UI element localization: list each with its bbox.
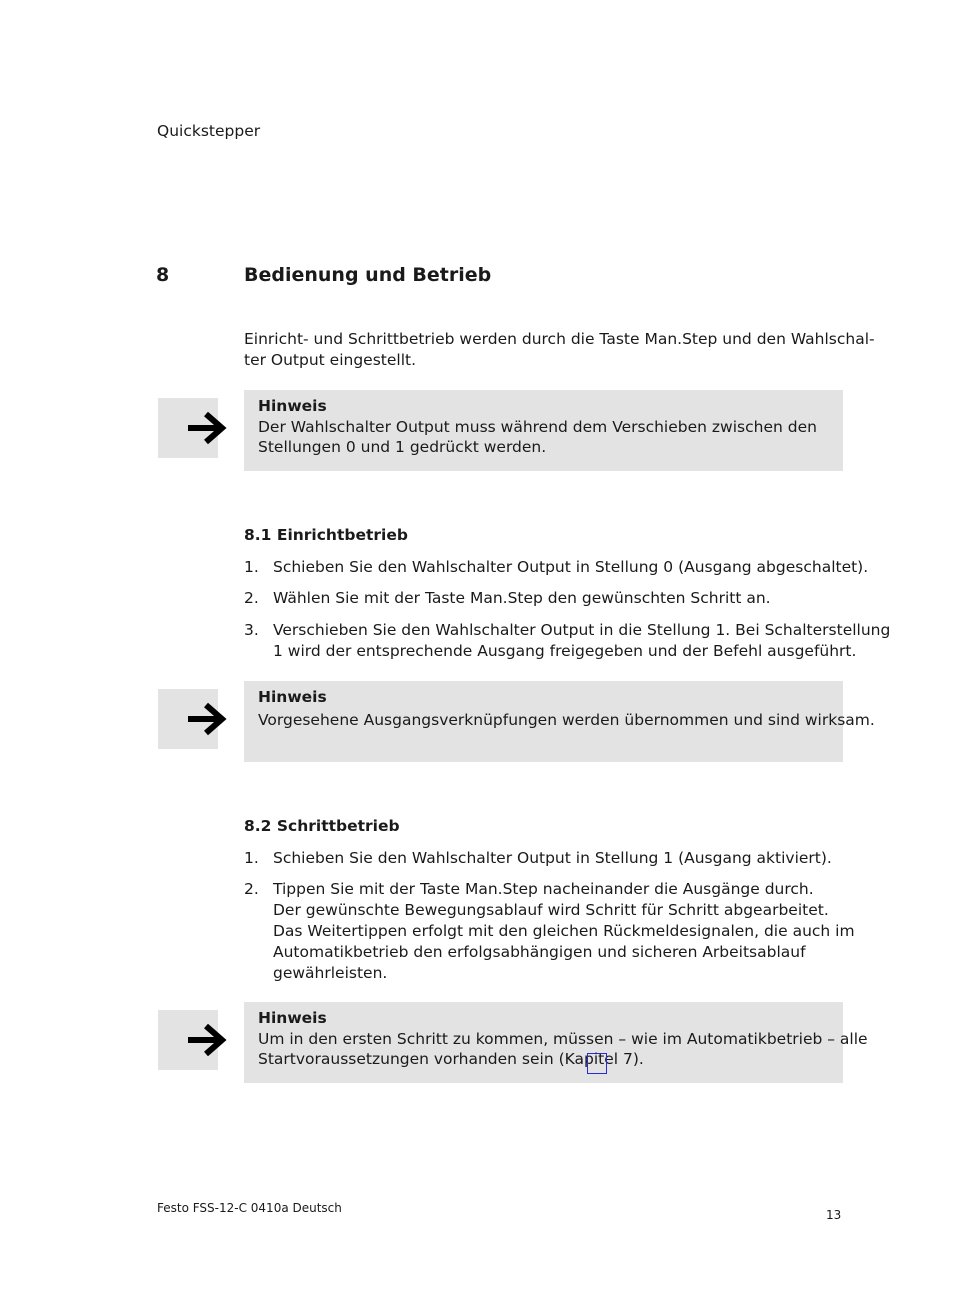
list-text: Schieben Sie den Wahlschalter Output in Stellung 0 (Ausgang abgeschaltet).: [273, 558, 869, 576]
note-title: Hinweis: [258, 688, 327, 706]
note-box: [244, 1002, 868, 1083]
list-number: 2.: [244, 589, 259, 607]
running-header: Quickstepper: [157, 122, 261, 140]
chapter-number: 8: [156, 264, 170, 286]
note-box: [244, 681, 875, 762]
list-text: gewährleisten.: [273, 964, 388, 982]
arrow-right-icon: [186, 702, 228, 736]
footer-document-id: Festo FSS-12-C 0410a Deutsch: [157, 1201, 342, 1215]
list-number: 1.: [244, 558, 259, 576]
note-text: Um in den ersten Schritt zu kommen, müssen – wie im Automatikbetrieb – alle: [258, 1029, 868, 1048]
list-text: Der gewünschte Bewegungsablauf wird Schritt für Schritt abgearbeitet.: [273, 901, 829, 919]
list-text: Tippen Sie mit der Taste Man.Step nacheinander die Ausgänge durch.: [273, 880, 814, 898]
note-box: [244, 390, 843, 471]
list-number: 1.: [244, 849, 259, 867]
note-arrow-box: [158, 1010, 218, 1070]
note-arrow-box: [158, 689, 218, 749]
note-text: Startvoraussetzungen vorhanden sein (Kapitel 7).: [258, 1050, 644, 1068]
section-heading: 8.1 Einrichtbetrieb: [244, 526, 408, 544]
list-text: Schieben Sie den Wahlschalter Output in Stellung 1 (Ausgang aktiviert).: [273, 849, 832, 867]
intro-line: Einricht- und Schrittbetrieb werden durch die Taste Man.Step und den Wahlschal-: [244, 330, 875, 348]
arrow-right-icon: [186, 1023, 228, 1057]
list-number: 2.: [244, 880, 259, 898]
chapter-reference-link[interactable]: [587, 1053, 607, 1074]
chapter-title: Bedienung und Betrieb: [244, 264, 492, 286]
list-text: Automatikbetrieb den erfolgsabhängigen und sicheren Arbeitsablauf: [273, 943, 806, 961]
note-text: Stellungen 0 und 1 gedrückt werden.: [258, 438, 547, 456]
list-text: Wählen Sie mit der Taste Man.Step den gewünschten Schritt an.: [273, 589, 771, 607]
list-text: Verschieben Sie den Wahlschalter Output in die Stellung 1. Bei Schalterstellung: [273, 621, 891, 639]
list-text: 1 wird der entsprechende Ausgang freigegeben und der Befehl ausgeführt.: [273, 642, 857, 660]
intro-line: ter Output eingestellt.: [244, 351, 417, 369]
note-text: Der Wahlschalter Output muss während dem Verschieben zwischen den: [258, 417, 817, 436]
list-number: 3.: [244, 621, 259, 639]
section-heading: 8.2 Schrittbetrieb: [244, 817, 400, 835]
note-text: Vorgesehene Ausgangsverknüpfungen werden übernommen und sind wirksam.: [258, 710, 875, 729]
list-text: Das Weitertippen erfolgt mit den gleichen Rückmeldesignalen, die auch im: [273, 922, 855, 940]
intro-paragraph: [244, 329, 875, 371]
arrow-right-icon: [186, 411, 228, 445]
note-arrow-box: [158, 398, 218, 458]
note-title: Hinweis: [258, 1009, 327, 1027]
note-title: Hinweis: [258, 397, 327, 415]
page-number: 13: [826, 1208, 842, 1222]
